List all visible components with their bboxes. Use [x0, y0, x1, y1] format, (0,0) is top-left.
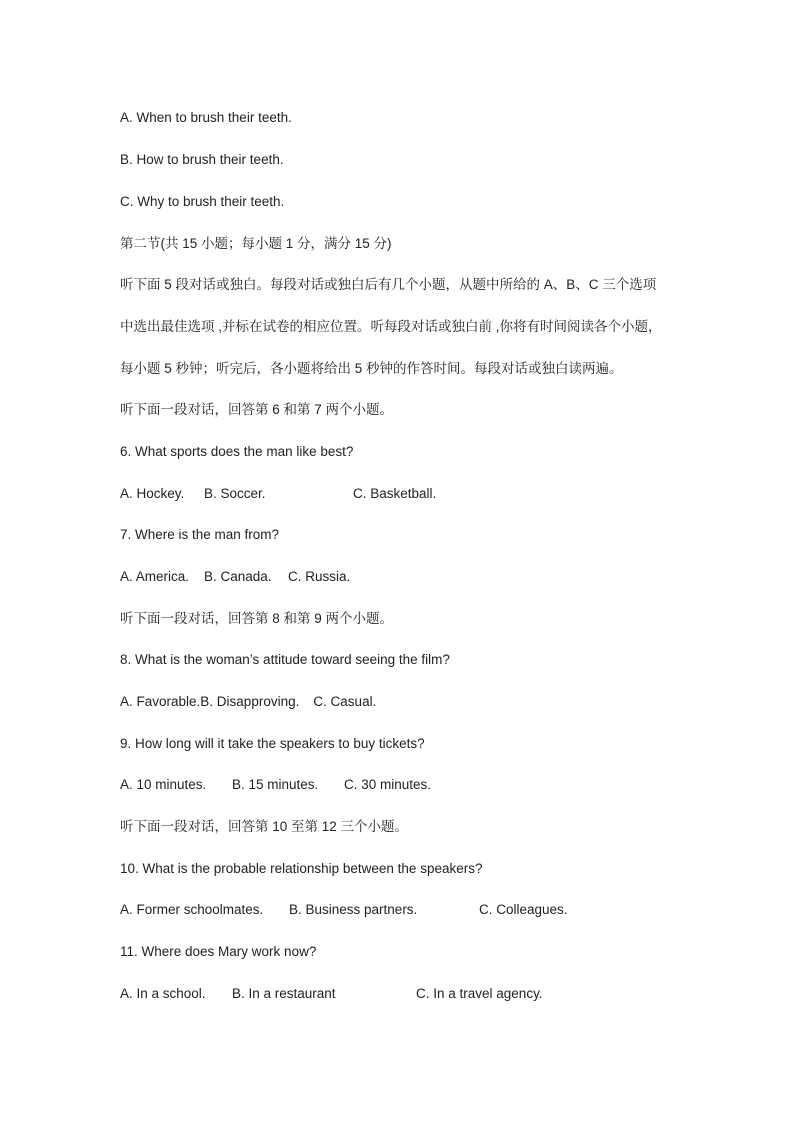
dialogue-intro-2: 听下面一段对话，回答第 8 和第 9 两个小题。	[120, 611, 394, 626]
option-prev-a: A. When to brush their teeth.	[120, 110, 292, 125]
question-11-option-b: B. In a restaurant	[232, 986, 336, 1001]
option-prev-b: B. How to brush their teeth.	[120, 152, 284, 167]
question-6-option-c: C. Basketball.	[353, 486, 437, 501]
question-6-options	[120, 485, 436, 503]
question-8-option-a: A. Favorable.	[120, 694, 201, 709]
question-7-option-c: C. Russia.	[288, 569, 351, 584]
question-9-option-b: B. 15 minutes.	[232, 777, 319, 792]
question-6-option-b: B. Soccer.	[204, 486, 266, 501]
question-6-stem: 6. What sports does the man like best?	[120, 444, 354, 459]
question-11-option-a: A. In a school.	[120, 986, 206, 1001]
question-11-stem: 11. Where does Mary work now?	[120, 944, 317, 959]
option-prev-c: C. Why to brush their teeth.	[120, 194, 285, 209]
question-11-option-c: C. In a travel agency.	[416, 986, 543, 1001]
dialogue-intro-3: 听下面一段对话，回答第 10 至第 12 三个小题。	[120, 819, 409, 834]
question-10-option-c: C. Colleagues.	[479, 902, 568, 917]
dialogue-intro-1: 听下面一段对话，回答第 6 和第 7 两个小题。	[120, 402, 394, 417]
question-7-options	[120, 568, 350, 586]
question-7-option-a: A. America.	[120, 569, 190, 584]
question-8-option-b: B. Disapproving.	[200, 694, 300, 709]
instruction-line-2: 中选出最佳选项 ,并标在试卷的相应位置。听每段对话或独白前 ,你将有时间阅读各个小题，	[120, 319, 662, 334]
question-9-option-c: C. 30 minutes.	[344, 777, 432, 792]
question-8-stem: 8. What is the woman’s attitude toward seeing the film?	[120, 652, 450, 667]
instruction-line-1: 听下面 5 段对话或独白。每段对话或独白后有几个小题，从题中所给的 A、B、C 三个选项	[120, 277, 657, 292]
question-8-options	[120, 693, 376, 711]
instruction-line-3: 每小题 5 秒钟；听完后，各小题将给出 5 秒钟的作答时间。每段对话或独白读两遍。	[120, 361, 623, 376]
question-7-option-b: B. Canada.	[204, 569, 272, 584]
section-heading: 第二节(共 15 小题；每小题 1 分，满分 15 分)	[120, 236, 392, 251]
question-9-stem: 9. How long will it take the speakers to buy tickets?	[120, 736, 425, 751]
question-6-option-a: A. Hockey.	[120, 486, 185, 501]
question-9-option-a: A. 10 minutes.	[120, 777, 207, 792]
question-10-stem: 10. What is the probable relationship between the speakers?	[120, 861, 483, 876]
question-10-option-a: A. Former schoolmates.	[120, 902, 264, 917]
question-9-options	[120, 776, 431, 794]
question-10-options	[120, 901, 568, 919]
question-11-options	[120, 985, 543, 1003]
question-8-option-c: C. Casual.	[313, 694, 377, 709]
question-10-option-b: B. Business partners.	[289, 902, 418, 917]
question-7-stem: 7. Where is the man from?	[120, 527, 280, 542]
